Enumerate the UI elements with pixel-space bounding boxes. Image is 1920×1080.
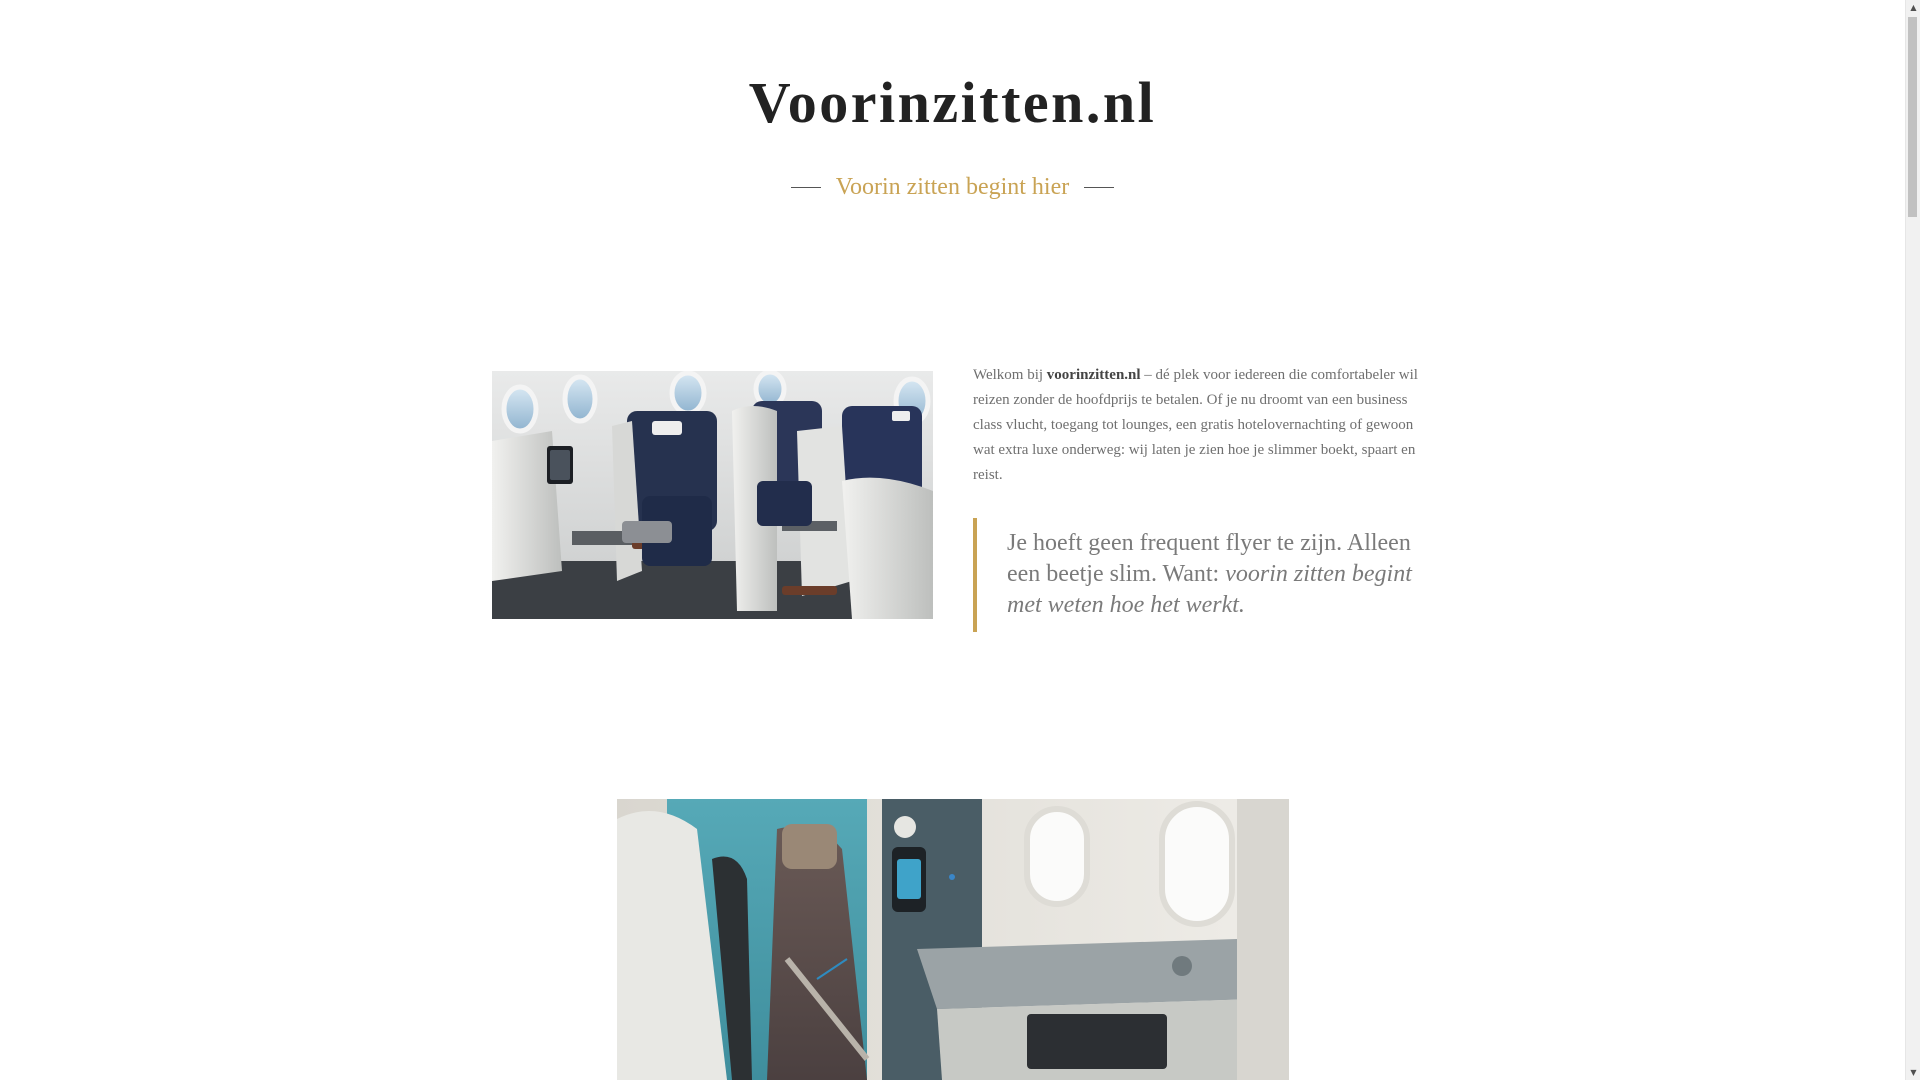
- tagline-left-rule: [791, 187, 821, 188]
- scrollbar-thumb[interactable]: [1908, 17, 1917, 217]
- quote-emphasis: voorin zitten begint met weten hoe het werkt.: [1007, 561, 1412, 618]
- intro-paragraph: [973, 363, 1418, 488]
- pull-quote: [973, 518, 1413, 632]
- intro-site-name: voorinzitten.nl: [1046, 367, 1141, 383]
- business-class-seat-image: [617, 799, 1289, 1080]
- tagline-right-rule: [1084, 187, 1114, 188]
- scroll-down-arrow-icon[interactable]: ▼: [1910, 1068, 1917, 1077]
- quote-text: Je hoeft geen frequent flyer te zijn. Alleen een beetje slim. Want:: [1007, 530, 1411, 587]
- tagline-row: [0, 172, 1905, 202]
- vertical-scrollbar[interactable]: [1905, 0, 1920, 1080]
- business-class-cabin-image: [492, 371, 933, 619]
- intro-text-rest: – dé plek voor iedereen die comfortabeler wil reizen zonder de hoofdprijs te betalen. Of je nu droomt van een business class vlucht, toegang tot lounges, een gratis hotelovernachting of gewoon wat extra luxe onderweg: wij laten je zien hoe je slimmer boekt, spaart en reist.: [973, 367, 1418, 483]
- site-header: [0, 70, 1905, 202]
- tagline: Voorin zitten begint hier: [835, 174, 1070, 200]
- scroll-up-arrow-icon[interactable]: ▲: [1910, 3, 1917, 12]
- intro-text-start: Welkom bij: [973, 367, 1047, 383]
- site-title[interactable]: Voorinzitten.nl: [748, 70, 1157, 135]
